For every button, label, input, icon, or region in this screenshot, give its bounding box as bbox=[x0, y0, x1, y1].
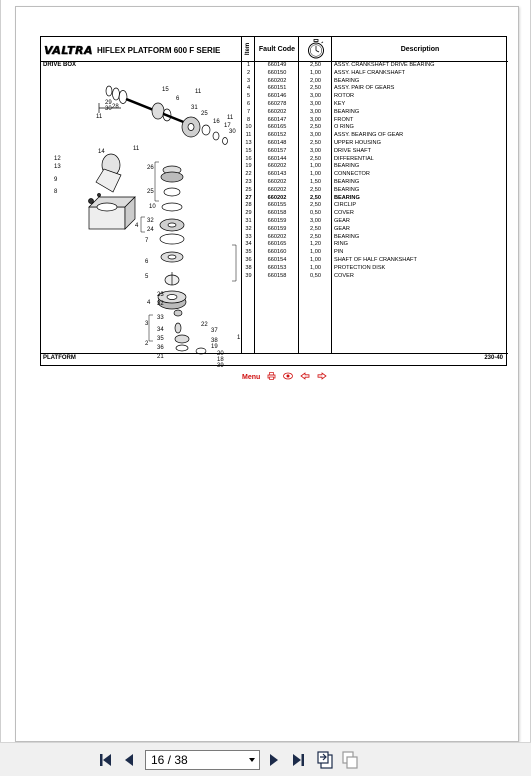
description-cell: KEY bbox=[334, 100, 346, 107]
item-cell: 5 bbox=[246, 93, 251, 100]
time-cell: 2,50 bbox=[310, 85, 321, 92]
table-row bbox=[242, 273, 508, 281]
time-cell: 0,50 bbox=[310, 272, 321, 279]
table-row bbox=[242, 117, 508, 125]
description-cell: BEARING bbox=[334, 194, 360, 201]
fault-code-cell: 660165 bbox=[267, 124, 287, 131]
time-cell: 1,00 bbox=[310, 264, 321, 271]
description-cell: RING bbox=[334, 241, 348, 248]
fault-code-cell: 660155 bbox=[267, 202, 287, 209]
table-row bbox=[242, 179, 508, 187]
item-cell: 1 bbox=[246, 62, 251, 68]
svg-text:38: 38 bbox=[211, 338, 218, 344]
svg-text:14: 14 bbox=[98, 149, 105, 155]
svg-text:23: 23 bbox=[157, 292, 164, 298]
svg-text:13: 13 bbox=[54, 164, 61, 170]
svg-text:5: 5 bbox=[145, 274, 149, 280]
table-row bbox=[242, 62, 508, 70]
item-cell: 6 bbox=[246, 100, 251, 107]
next-page-icon[interactable] bbox=[267, 752, 281, 768]
description-cell: GEAR bbox=[334, 225, 350, 232]
last-page-icon[interactable] bbox=[290, 752, 306, 768]
svg-text:10: 10 bbox=[149, 204, 156, 210]
description-cell: BEARING bbox=[334, 163, 360, 170]
pdf-page bbox=[15, 6, 519, 742]
time-cell: 3,00 bbox=[310, 108, 321, 115]
fault-code-cell: 660202 bbox=[267, 108, 287, 115]
table-row bbox=[242, 70, 508, 78]
table-row bbox=[242, 202, 508, 210]
table-row bbox=[242, 171, 508, 179]
description-cell: FRONT bbox=[334, 116, 354, 123]
fault-code-cell: 660154 bbox=[267, 256, 287, 263]
svg-text:32: 32 bbox=[157, 301, 164, 307]
fault-code-cell: 660159 bbox=[267, 217, 287, 224]
fault-code-cell: 660202 bbox=[267, 77, 287, 84]
svg-text:24: 24 bbox=[147, 227, 154, 233]
item-cell: 39 bbox=[245, 272, 252, 279]
fault-code-cell: 660152 bbox=[267, 132, 287, 139]
menu-link[interactable]: Menu bbox=[242, 373, 261, 381]
item-cell: 23 bbox=[245, 178, 252, 185]
svg-text:15: 15 bbox=[162, 87, 169, 93]
description-cell: ROTOR bbox=[334, 93, 355, 100]
item-cell: 2 bbox=[246, 69, 251, 76]
table-row bbox=[242, 218, 508, 226]
item-cell: 11 bbox=[245, 132, 252, 139]
time-cell: 2,50 bbox=[310, 124, 321, 131]
item-cell: 32 bbox=[245, 225, 252, 232]
footer-divider bbox=[41, 353, 508, 354]
svg-text:29: 29 bbox=[105, 100, 112, 106]
description-cell: COVER bbox=[334, 272, 354, 279]
item-cell: 10 bbox=[245, 124, 252, 131]
fault-code-cell: 660150 bbox=[267, 69, 287, 76]
svg-text:8: 8 bbox=[54, 189, 58, 195]
sheet-title bbox=[44, 43, 240, 57]
time-cell: 3,00 bbox=[310, 93, 321, 100]
description-column-header: Description bbox=[400, 45, 440, 53]
item-cell: 22 bbox=[245, 171, 252, 178]
stopwatch-icon bbox=[299, 37, 332, 61]
item-cell: 27 bbox=[245, 194, 252, 201]
svg-text:20: 20 bbox=[217, 351, 224, 357]
description-cell: CONNECTOR bbox=[334, 171, 370, 178]
item-cell: 3 bbox=[246, 77, 251, 84]
item-cell: 4 bbox=[246, 85, 251, 92]
svg-text:31: 31 bbox=[191, 105, 198, 111]
time-cell: 2,00 bbox=[310, 77, 321, 84]
svg-text:1: 1 bbox=[237, 335, 241, 341]
time-cell: 2,50 bbox=[310, 202, 321, 209]
item-cell: 28 bbox=[245, 202, 252, 209]
time-cell: 3,00 bbox=[310, 147, 321, 154]
item-cell: 15 bbox=[245, 147, 252, 154]
continuous-view-icon[interactable] bbox=[341, 751, 359, 769]
fault-code-cell: 660165 bbox=[267, 241, 287, 248]
description-cell: ASSY. BEARING OF GEAR bbox=[334, 132, 404, 139]
table-row bbox=[242, 156, 508, 164]
svg-text:35: 35 bbox=[157, 336, 164, 342]
svg-text:39: 39 bbox=[217, 363, 224, 369]
svg-text:25: 25 bbox=[201, 111, 208, 117]
svg-text:12: 12 bbox=[54, 156, 61, 162]
description-cell: GEAR bbox=[334, 217, 350, 224]
footer-left: PLATFORM bbox=[43, 355, 76, 361]
table-row bbox=[242, 226, 508, 234]
table-row bbox=[242, 85, 508, 93]
time-cell: 1,00 bbox=[310, 256, 321, 263]
description-cell: BEARING bbox=[334, 233, 360, 240]
table-row bbox=[242, 140, 508, 148]
svg-text:18: 18 bbox=[217, 357, 224, 363]
series-title: HIFLEX PLATFORM 600 F SERIE bbox=[96, 45, 221, 55]
item-cell: 36 bbox=[245, 256, 252, 263]
fault-code-cell: 660159 bbox=[267, 225, 287, 232]
svg-text:9: 9 bbox=[54, 177, 58, 183]
svg-text:16: 16 bbox=[213, 119, 220, 125]
table-row bbox=[242, 257, 508, 265]
time-cell: 1,00 bbox=[310, 69, 321, 76]
fault-code-cell: 660153 bbox=[267, 264, 287, 271]
fault-code-cell: 660157 bbox=[267, 147, 287, 154]
item-cell: 31 bbox=[245, 217, 252, 224]
fault-code-cell: 660158 bbox=[267, 272, 287, 279]
time-cell: 3,00 bbox=[310, 116, 321, 123]
first-page-icon[interactable] bbox=[98, 752, 114, 768]
svg-text:22: 22 bbox=[201, 322, 208, 328]
table-row bbox=[242, 93, 508, 101]
time-cell: 2,50 bbox=[310, 233, 321, 240]
svg-text:6: 6 bbox=[145, 259, 149, 265]
svg-text:33: 33 bbox=[157, 315, 164, 321]
table-row bbox=[242, 109, 508, 117]
description-cell: ASSY. CRANKSHAFT DRIVE BEARING bbox=[334, 62, 435, 68]
chevron-down-icon bbox=[249, 758, 255, 762]
svg-text:11: 11 bbox=[227, 115, 234, 121]
svg-text:11: 11 bbox=[133, 146, 140, 152]
svg-text:2: 2 bbox=[145, 341, 149, 347]
fault-code-cell: 660147 bbox=[267, 116, 287, 123]
item-cell: 19 bbox=[245, 163, 252, 170]
svg-text:32: 32 bbox=[147, 218, 154, 224]
item-cell: 34 bbox=[245, 241, 252, 248]
view-icon[interactable] bbox=[283, 372, 293, 382]
time-cell: 1,50 bbox=[310, 178, 321, 185]
svg-text:7: 7 bbox=[145, 238, 149, 244]
item-column-header: Item bbox=[245, 42, 252, 56]
description-cell: O RING bbox=[334, 124, 354, 131]
section-label: DRIVE BOX bbox=[43, 62, 77, 68]
page-nav-links bbox=[242, 372, 327, 382]
table-row bbox=[242, 132, 508, 140]
fault-code-cell: 660148 bbox=[267, 139, 287, 146]
svg-text:36: 36 bbox=[157, 345, 164, 351]
table-row bbox=[242, 124, 508, 132]
time-cell: 3,00 bbox=[310, 100, 321, 107]
table-row bbox=[242, 241, 508, 249]
fault-code-cell: 660202 bbox=[267, 163, 287, 170]
page-number-select[interactable] bbox=[145, 750, 260, 770]
svg-text:26: 26 bbox=[147, 165, 154, 171]
svg-text:19: 19 bbox=[211, 344, 218, 350]
svg-text:28: 28 bbox=[112, 104, 119, 110]
time-cell: 2,50 bbox=[310, 225, 321, 232]
time-cell: 0,50 bbox=[310, 210, 321, 217]
previous-page-icon[interactable] bbox=[122, 752, 136, 768]
description-cell: UPPER HOUSING bbox=[334, 139, 381, 146]
svg-text:30: 30 bbox=[105, 106, 112, 112]
time-cell: 2,50 bbox=[310, 186, 321, 193]
print-icon[interactable] bbox=[267, 372, 276, 382]
table-row bbox=[242, 78, 508, 86]
description-cell: ASSY. PAIR OF GEARS bbox=[334, 85, 395, 92]
fault-code-cell: 660202 bbox=[267, 186, 287, 193]
item-cell: 16 bbox=[245, 155, 252, 162]
item-cell: 35 bbox=[245, 249, 252, 256]
svg-text:3: 3 bbox=[145, 321, 149, 327]
svg-text:34: 34 bbox=[157, 327, 164, 333]
description-cell: DIFFERENTIAL bbox=[334, 155, 374, 162]
time-cell: 3,00 bbox=[310, 217, 321, 224]
time-cell: 1,00 bbox=[310, 163, 321, 170]
table-row bbox=[242, 195, 508, 203]
description-cell: ASSY. HALF CRANKSHAFT bbox=[334, 69, 406, 76]
fault-code-cell: 660202 bbox=[267, 194, 287, 201]
svg-text:4: 4 bbox=[147, 300, 151, 306]
time-cell: 1,00 bbox=[310, 249, 321, 256]
item-cell: 13 bbox=[245, 139, 252, 146]
pdf-toolbar bbox=[0, 742, 531, 776]
fault-code-cell: 660146 bbox=[267, 93, 287, 100]
fault-code-cell: 660143 bbox=[267, 171, 287, 178]
fault-code-cell: 660151 bbox=[267, 85, 287, 92]
item-cell: 8 bbox=[246, 116, 251, 123]
table-row bbox=[242, 101, 508, 109]
table-row bbox=[242, 187, 508, 195]
table-row bbox=[242, 234, 508, 242]
description-cell: BEARING bbox=[334, 186, 360, 193]
fault-code-cell: 660160 bbox=[267, 249, 287, 256]
item-cell: 33 bbox=[245, 233, 252, 240]
svg-text:4: 4 bbox=[135, 223, 139, 229]
description-cell: SHAFT OF HALF CRANKSHAFT bbox=[334, 256, 417, 263]
time-cell: 2,50 bbox=[310, 62, 321, 68]
fault-code-cell: 660149 bbox=[267, 62, 287, 68]
fault-code-column-header: Fault Code bbox=[258, 45, 296, 53]
time-cell: 2,50 bbox=[310, 155, 321, 162]
svg-text:25: 25 bbox=[147, 189, 154, 195]
parts-table bbox=[242, 62, 508, 280]
brand-logo: VALTRA bbox=[44, 43, 93, 57]
svg-text:17: 17 bbox=[224, 123, 231, 129]
svg-text:11: 11 bbox=[96, 114, 103, 120]
table-row bbox=[242, 210, 508, 218]
time-cell: 2,50 bbox=[310, 194, 321, 201]
footer-right: 230-40 bbox=[484, 355, 503, 361]
description-cell: DRIVE SHAFT bbox=[334, 147, 371, 154]
fault-code-cell: 660202 bbox=[267, 178, 287, 185]
time-cell: 2,50 bbox=[310, 139, 321, 146]
description-cell: BEARING bbox=[334, 77, 360, 84]
fault-code-cell: 660158 bbox=[267, 210, 287, 217]
svg-text:37: 37 bbox=[211, 328, 218, 334]
description-cell: PROTECTION DISK bbox=[334, 264, 386, 271]
svg-text:11: 11 bbox=[195, 89, 202, 95]
fit-page-icon[interactable] bbox=[316, 751, 334, 769]
description-cell: COVER bbox=[334, 210, 354, 217]
svg-text:30: 30 bbox=[229, 129, 236, 135]
description-cell: BEARING bbox=[334, 108, 360, 115]
svg-text:21: 21 bbox=[157, 354, 164, 360]
forward-arrow-icon[interactable] bbox=[317, 372, 327, 382]
table-row bbox=[242, 249, 508, 257]
svg-text:6: 6 bbox=[176, 96, 180, 102]
time-cell: 1,20 bbox=[310, 241, 321, 248]
fault-code-cell: 660202 bbox=[267, 233, 287, 240]
page-indicator: 16 / 38 bbox=[151, 753, 188, 767]
description-cell: BEARING bbox=[334, 178, 360, 185]
fault-code-cell: 660144 bbox=[267, 155, 287, 162]
table-row bbox=[242, 148, 508, 156]
parts-sheet bbox=[40, 36, 507, 369]
time-cell: 3,00 bbox=[310, 132, 321, 139]
description-cell: CIRCLIP bbox=[334, 202, 357, 209]
item-cell: 29 bbox=[245, 210, 252, 217]
item-cell: 38 bbox=[245, 264, 252, 271]
table-row bbox=[242, 265, 508, 273]
back-arrow-icon[interactable] bbox=[300, 372, 310, 382]
item-cell: 7 bbox=[246, 108, 251, 115]
table-row bbox=[242, 163, 508, 171]
time-cell: 1,00 bbox=[310, 171, 321, 178]
description-cell: PIN bbox=[334, 249, 344, 256]
item-cell: 25 bbox=[245, 186, 252, 193]
fault-code-cell: 660278 bbox=[267, 100, 287, 107]
